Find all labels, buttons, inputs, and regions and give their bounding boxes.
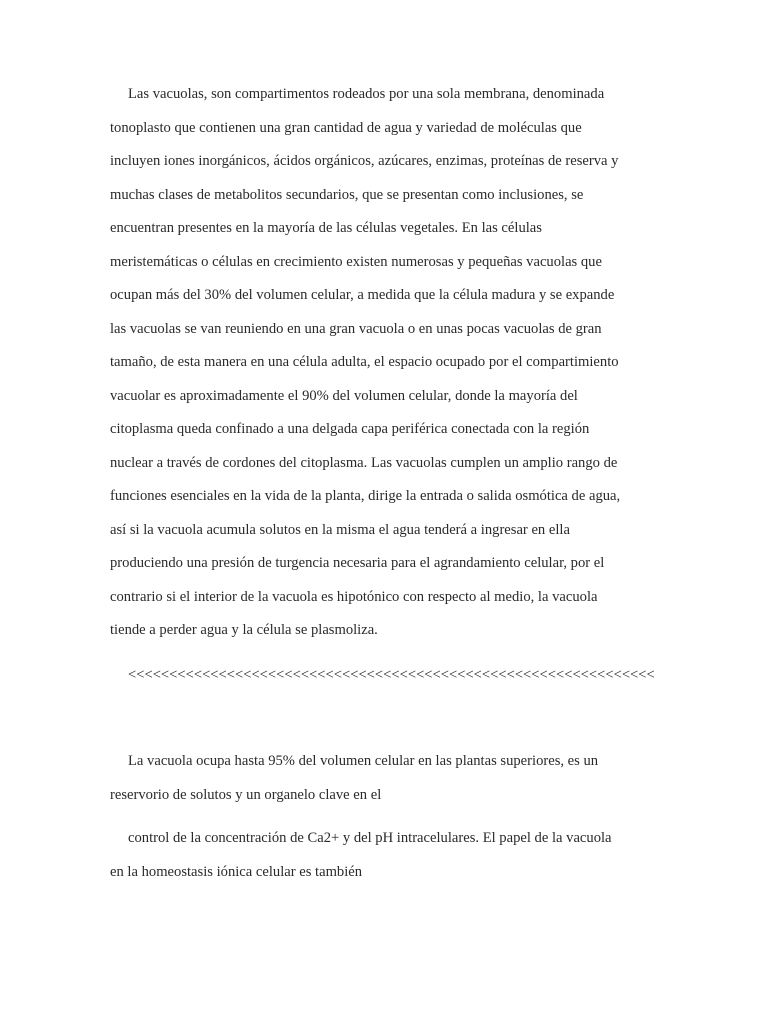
- separator-line: [110, 659, 660, 693]
- paragraph-vacuolas-intro: [110, 78, 660, 648]
- text-line: muchas clases de metabolitos secundarios, que se presentan como inclusiones, se: [110, 186, 584, 203]
- text-line: control de la concentración de Ca2+ y del pH intracelulares. El papel de la vacuola: [128, 830, 612, 846]
- text-line: La vacuola ocupa hasta 95% del volumen celular en las plantas superiores, es un: [128, 753, 599, 769]
- text-line: meristemáticas o células en crecimiento existen numerosas y pequeñas vacuolas que: [110, 253, 602, 270]
- text-line: tonoplasto que contienen una gran cantidad de agua y variedad de moléculas que: [110, 119, 582, 136]
- paragraph-vacuola-homeostasis: [110, 822, 660, 889]
- text-line: así si la vacuola acumula solutos en la misma el agua tenderá a ingresar en ella: [110, 521, 570, 538]
- text-line: nuclear a través de cordones del citoplasma. Las vacuolas cumplen un amplio rango de: [110, 454, 618, 471]
- paragraph-vacuola-volumen: [110, 745, 660, 812]
- text-line: Las vacuolas, son compartimentos rodeados por una sola membrana, denominada: [128, 86, 605, 102]
- text-line: contrario si el interior de la vacuola es hipotónico con respecto al medio, la vacuola: [110, 588, 598, 605]
- text-line: ocupan más del 30% del volumen celular, a medida que la célula madura y se expande: [110, 287, 615, 303]
- text-line: encuentran presentes en la mayoría de las células vegetales. En las células: [110, 220, 542, 236]
- text-line: produciendo una presión de turgencia necesaria para el agrandamiento celular, por el: [110, 555, 605, 571]
- text-line: vacuolar es aproximadamente el 90% del volumen celular, donde la mayoría del: [110, 387, 578, 404]
- text-line: las vacuolas se van reuniendo en una gran vacuola o en unas pocas vacuolas de gran: [110, 320, 602, 337]
- text-line: incluyen iones inorgánicos, ácidos orgánicos, azúcares, enzimas, proteínas de reserva y: [110, 153, 619, 169]
- text-line: en la homeostasis iónica celular es también: [110, 863, 363, 880]
- separator-text: <<<<<<<<<<<<<<<<<<<<<<<<<<<<<<<<<<<<<<<<<<<<<<<<<<<<<<<<<<<<<<<<: [128, 667, 655, 683]
- text-line: tamaño, de esta manera en una célula adulta, el espacio ocupado por el compartimiento: [110, 354, 619, 370]
- text-line: funciones esenciales en la vida de la planta, dirige la entrada o salida osmótica de agua,: [110, 488, 621, 504]
- text-line: citoplasma queda confinado a una delgada capa periférica conectada con la región: [110, 421, 590, 437]
- text-line: reservorio de solutos y un organelo clave en el: [110, 786, 382, 803]
- text-line: tiende a perder agua y la célula se plasmoliza.: [110, 622, 378, 638]
